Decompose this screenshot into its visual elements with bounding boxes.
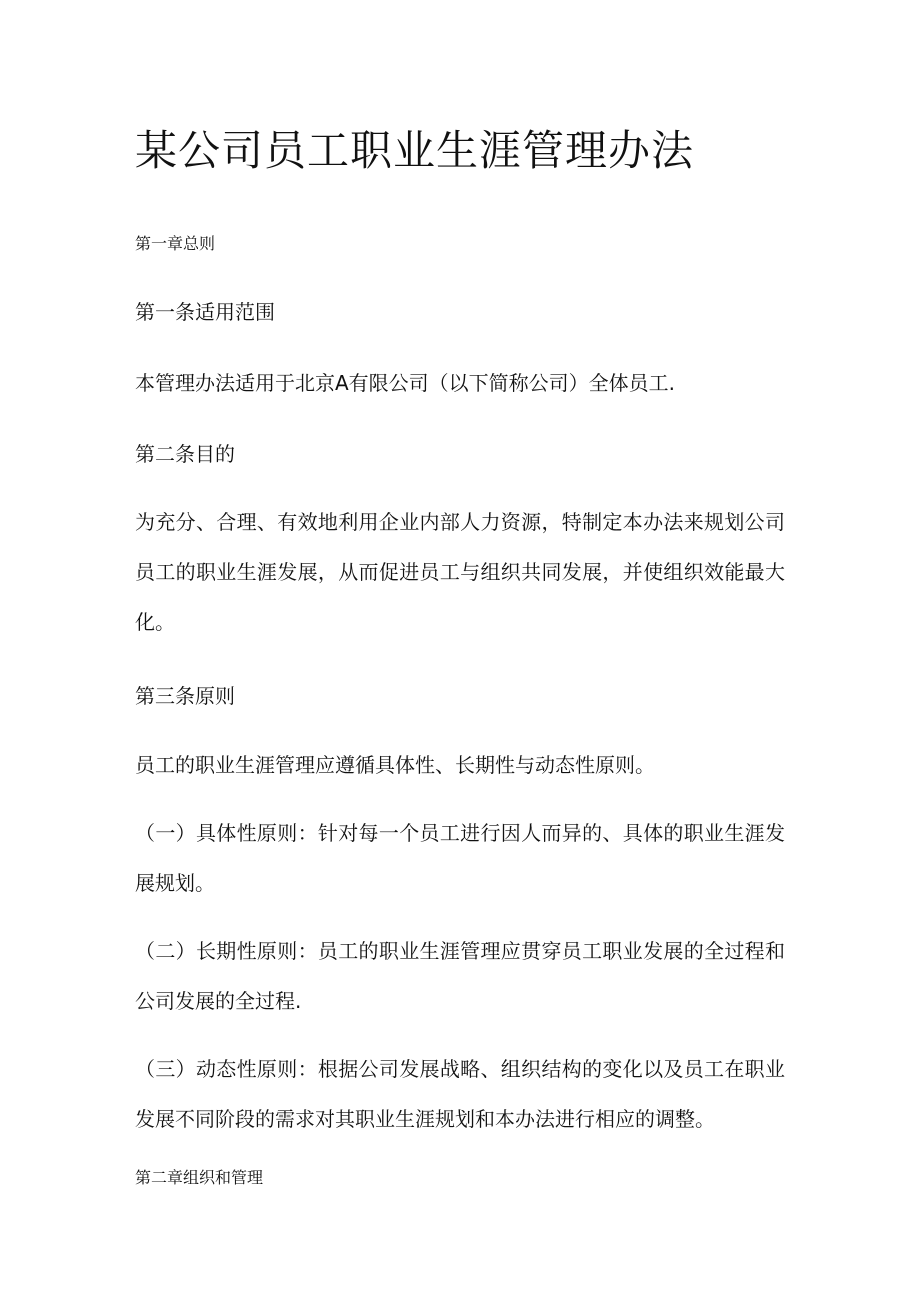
article-3-heading: 第三条原则 — [135, 684, 235, 708]
chapter-2-heading: 第二章组织和管理 — [135, 1168, 264, 1187]
chapter-1-heading: 第一章总则 — [135, 234, 216, 253]
article-1-text: 本管理办法适用于北京A有限公司（以下简称公司）全体员工. — [135, 371, 676, 395]
article-2-heading: 第二条目的 — [135, 442, 235, 466]
article-1-heading: 第一条适用范围 — [135, 300, 275, 324]
article-2-text: 为充分、合理、有效地利用企业内部人力资源，特制定本办法来规划公司员工的职业生涯发展，从而促进员工与组织共同发展，并使组织效能最大化。 — [135, 510, 785, 634]
article-3-text: 员工的职业生涯管理应遵循具体性、长期性与动态性原则。 — [135, 753, 655, 777]
principle-3-text: （三）动态性原则：根据公司发展战略、组织结构的变化以及员工在职业发展不同阶段的需求对其职业生涯规划和本办法进行相应的调整。 — [135, 1057, 785, 1131]
principle-1-text: （一）具体性原则：针对每一个员工进行因人而异的、具体的职业生涯发展规划。 — [135, 821, 785, 895]
document-title: 某公司员工职业生涯管理办法 — [135, 126, 695, 175]
principle-2-text: （二）长期性原则：员工的职业生涯管理应贯穿员工职业发展的全过程和公司发展的全过程. — [135, 939, 785, 1013]
